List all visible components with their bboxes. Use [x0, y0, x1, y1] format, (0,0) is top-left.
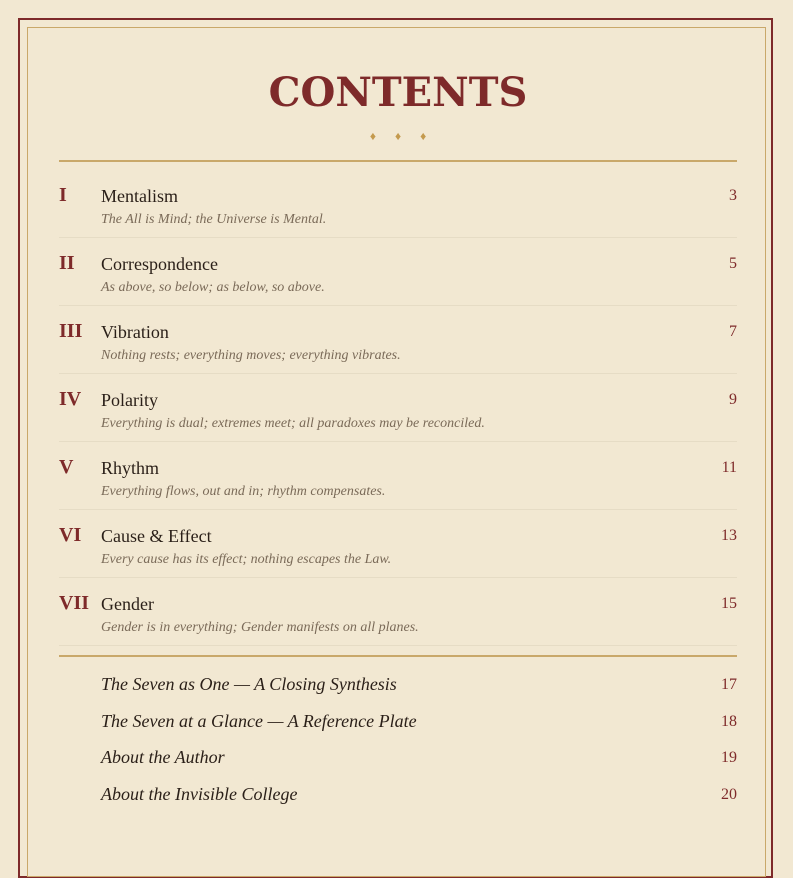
chapter-subtitle: Everything is dual; extremes meet; all paradoxes may be reconciled.: [101, 416, 485, 431]
back-matter-closing-synthesis[interactable]: [59, 670, 737, 707]
chapter-title[interactable]: Polarity: [101, 390, 158, 410]
chapter-page-number: 13: [721, 527, 737, 544]
chapter-numeral: VII: [59, 592, 90, 614]
chapter-entry-mentalism[interactable]: [59, 171, 737, 238]
chapter-title[interactable]: Correspondence: [101, 254, 218, 274]
chapter-numeral: II: [59, 252, 75, 274]
chapter-numeral: III: [59, 320, 83, 342]
page-title: CONTENTS: [268, 69, 528, 116]
top-rule: [59, 160, 737, 162]
chapter-title[interactable]: Mentalism: [101, 186, 178, 206]
diamond-icon: ♦: [420, 129, 427, 143]
back-matter-reference-plate[interactable]: [59, 707, 737, 744]
chapter-entry-correspondence[interactable]: [59, 239, 737, 306]
ornament-divider: [59, 126, 737, 146]
diamond-icon: ♦: [369, 129, 376, 143]
chapter-title[interactable]: Gender: [101, 594, 154, 614]
back-matter-about-college[interactable]: [59, 780, 737, 817]
back-matter-list: [59, 670, 737, 816]
back-matter-title[interactable]: The Seven at a Glance — A Reference Plate: [101, 710, 417, 731]
chapter-entry-gender[interactable]: [59, 579, 737, 646]
chapter-numeral: V: [59, 456, 74, 478]
chapter-page-number: 3: [729, 187, 737, 204]
chapter-subtitle: Nothing rests; everything moves; everything vibrates.: [101, 348, 401, 363]
chapter-numeral: I: [59, 184, 67, 206]
back-matter-about-author[interactable]: [59, 743, 737, 780]
chapter-subtitle: The All is Mind; the Universe is Mental.: [101, 212, 327, 227]
chapter-page-number: 9: [729, 391, 737, 408]
chapter-subtitle: Every cause has its effect; nothing escapes the Law.: [101, 552, 392, 567]
chapter-subtitle: Everything flows, out and in; rhythm compensates.: [101, 484, 386, 499]
back-matter-title[interactable]: The Seven as One — A Closing Synthesis: [101, 674, 397, 694]
diamond-icon: ♦: [394, 129, 402, 143]
back-matter-page-number: 17: [721, 676, 737, 693]
chapter-entry-vibration[interactable]: [59, 307, 737, 374]
chapter-entry-cause-effect[interactable]: [59, 511, 737, 578]
chapter-page-number: 5: [729, 255, 737, 272]
chapter-page-number: 11: [721, 459, 737, 476]
back-matter-page-number: 18: [721, 712, 737, 730]
chapter-entry-rhythm[interactable]: [59, 443, 737, 510]
back-matter-title[interactable]: About the Author: [101, 747, 225, 767]
chapter-numeral: VI: [59, 524, 82, 546]
back-matter-page-number: 20: [721, 785, 737, 803]
chapter-title[interactable]: Vibration: [101, 322, 169, 342]
chapter-title[interactable]: Rhythm: [101, 458, 160, 478]
chapter-entry-polarity[interactable]: [59, 375, 737, 442]
chapter-title[interactable]: Cause & Effect: [101, 526, 212, 546]
chapter-page-number: 15: [721, 595, 737, 612]
back-matter-title[interactable]: About the Invisible College: [101, 783, 298, 804]
chapter-subtitle: As above, so below; as below, so above.: [101, 280, 325, 295]
chapter-subtitle: Gender is in everything; Gender manifests on all planes.: [101, 620, 419, 635]
section-rule: [59, 655, 737, 657]
back-matter-page-number: 19: [721, 749, 737, 766]
chapter-list: [59, 171, 737, 647]
chapter-page-number: 7: [729, 323, 737, 340]
chapter-numeral: IV: [59, 388, 82, 410]
